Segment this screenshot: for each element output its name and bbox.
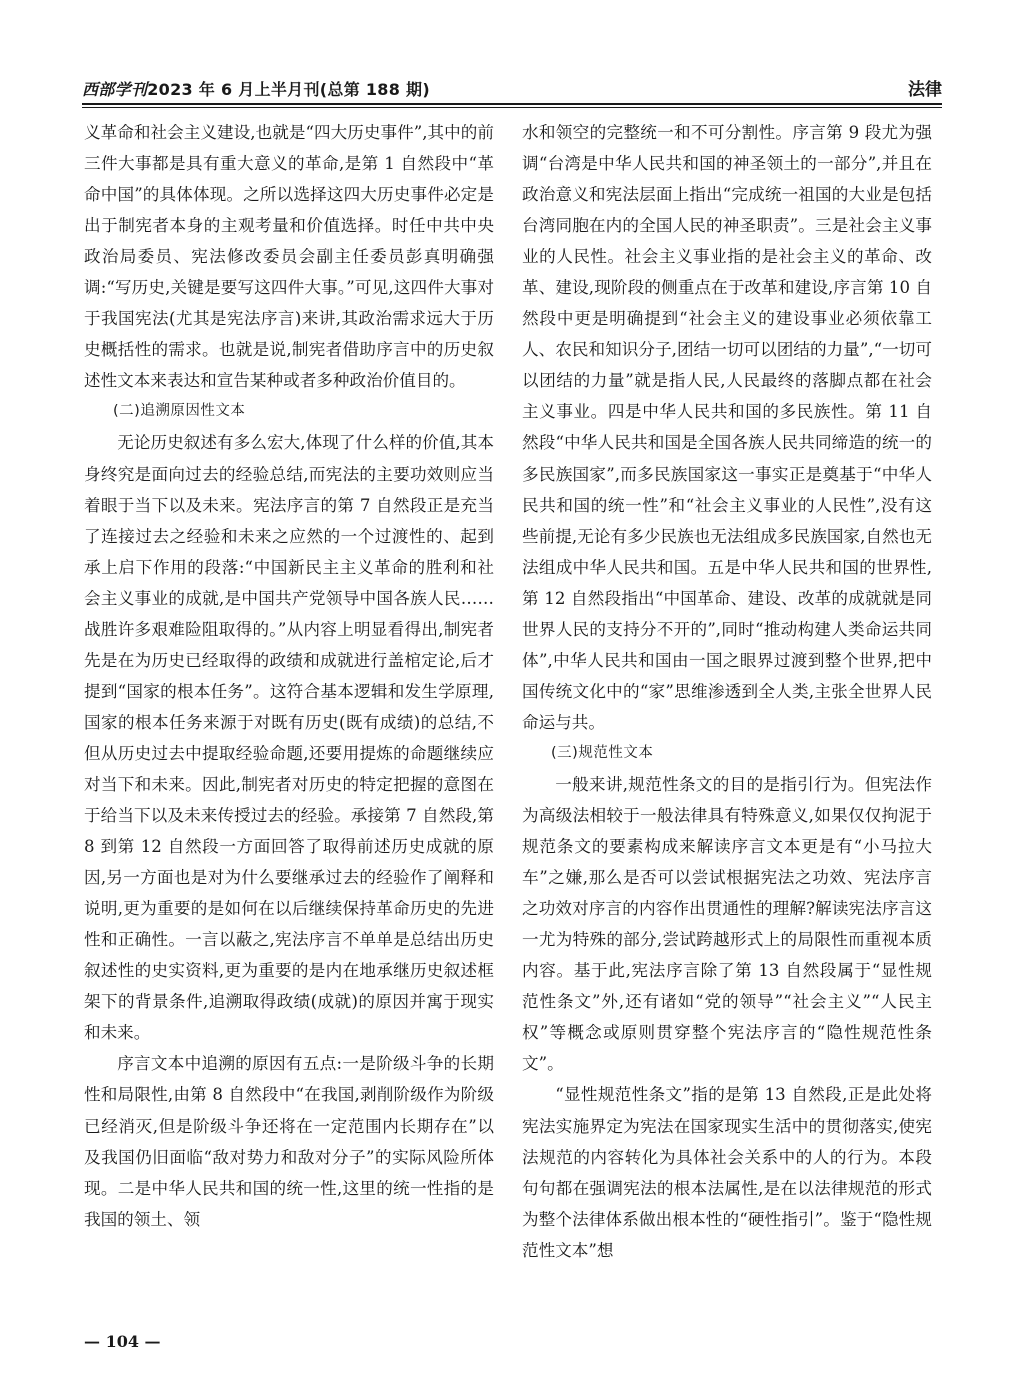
paragraph: 一般来讲,规范性条文的目的是指引行为。但宪法作为高级法相较于一般法律具有特殊意义,如果仅仅拘泥于规范条文的要素构成来解读序言文本更是有“小马拉大车”之嫌,那么是否可以尝试根据宪法之功效、宪法序言之功效对序言的内容作出贯通性的理解?解读宪法序言这一尤为特殊的部分,尝试跨越形式上的局限性而重视本质内容。基于此,宪法序言除了第 13 自然段属于“显性规范性条文”外,还有诸如“党的领导”“社会主义”“人民主权”等概念或原则贯穿整个宪法序言的“隐性规范性条文”。	[522, 774, 932, 1074]
paragraph: 序言文本中追溯的原因有五点:一是阶级斗争的长期性和局限性,由第 8 自然段中“在我国,剥削阶级作为阶级已经消灭,但是阶级斗争还将在一定范围内长期存在”以及我国仍旧面临“敌对势力和敌对分子”的实际风险所体现。二是中华人民共和国的统一性,这里的统一性指的是我国的领土、领	[84, 1054, 494, 1229]
journal-issue: 2023 年 6 月上半月刊(总第 188 期)	[147, 80, 430, 99]
header-rule	[82, 103, 942, 105]
subsection-heading: (三)规范性文本	[551, 744, 654, 761]
page-number: — 104 —	[84, 1332, 161, 1351]
paragraph-continued: 义革命和社会主义建设,也就是“四大历史事件”,其中的前三件大事都是具有重大意义的革命,是第 1 自然段中“革命中国”的具体体现。之所以选择这四大历史事件必定是出于制宪者本身的主观考量和价值选择。时任中共中央政治局委员、宪法修改委员会副主任委员彭真明确强调:“写历史,关键是要写这四件大事。”可见,这四件大事对于我国宪法(尤其是宪法序言)来讲,其政治需求远大于历史概括性的需求。也就是说,制宪者借助序言中的历史叙述性文本来表达和宣告某种或者多种政治价值目的。	[84, 123, 494, 391]
paragraph-continued: 水和领空的完整统一和不可分割性。序言第 9 段尤为强调“台湾是中华人民共和国的神圣领土的一部分”,并且在政治意义和宪法层面上指出“完成统一祖国的大业是包括台湾同胞在内的全国人民的神圣职责”。三是社会主义事业的人民性。社会主义事业指的是社会主义的革命、改革、建设,现阶段的侧重点在于改革和建设,序言第 10 自然段中更是明确提到“社会主义的建设事业必须依靠工人、农民和知识分子,团结一切可以团结的力量”,“一切可以团结的力量”就是指人民,人民最终的落脚点都在社会主义事业。四是中华人民共和国的多民族性。第 11 自然段“中华人民共和国是全国各族人民共同缔造的统一的多民族国家”,而多民族国家这一事实正是奠基于“中华人民共和国的统一性”和“社会主义事业的人民性”,没有这些前提,无论有多少民族也无法组成多民族国家,自然也无法组成中华人民共和国。五是中华人民共和国的世界性,第 12 自然段指出“中国革命、建设、改革的成就就是同世界人民的支持分不开的”,同时“推动构建人类命运共同体”,中华人民共和国由一国之眼界过渡到整个世界,把中国传统文化中的“家”思维渗透到全人类,主张全世界人民命运与共。	[522, 123, 932, 732]
header-rule-thin	[82, 107, 942, 108]
subsection-heading: (二)追溯原因性文本	[113, 403, 246, 420]
journal-logo: 西部学刊	[82, 80, 148, 99]
paragraph: “显性规范性条文”指的是第 13 自然段,正是此处将宪法实施界定为宪法在国家现实生活中的贯彻落实,使宪法规范的内容转化为具体社会关系中的人的行为。本段句句都在强调宪法的根本法属性,是在以法律规范的形式为整个法律体系做出根本性的“硬性指引”。鉴于“隐性规范性文本”想	[522, 1085, 932, 1260]
right-column	[522, 117, 932, 1266]
journal-title	[82, 77, 430, 100]
paragraph: 无论历史叙述有多么宏大,体现了什么样的价值,其本身终究是面向过去的经验总结,而宪法的主要功效则应当着眼于当下以及未来。宪法序言的第 7 自然段正是充当了连接过去之经验和未来之应然的一个过渡性的、起到承上启下作用的段落:“中国新民主主义革命的胜利和社会主义事业的成就,是中国共产党领导中国各族人民……战胜许多艰难险阻取得的。”从内容上明显看得出,制宪者先是在为历史已经取得的政绩和成就进行盖棺定论,后才提到“国家的根本任务”。这符合基本逻辑和发生学原理,国家的根本任务来源于对既有历史(既有成绩)的总结,不但从历史过去中提取经验命题,还要用提炼的命题继续应对当下和未来。因此,制宪者对历史的特定把握的意图在于给当下以及未来传授过去的经验。承接第 7 自然段,第 8 到第 12 自然段一方面回答了取得前述历史成就的原因,另一方面也是对为什么要继承过去的经验作了阐释和说明,更为重要的是如何在以后继续保持革命历史的先进性和正确性。一言以蔽之,宪法序言不单单是总结出历史叙述性的史实资料,更为重要的是内在地承继历史叙述框架下的背景条件,追溯取得政绩(成就)的原因并寓于现实和未来。	[84, 433, 494, 1043]
section-label: 法律	[908, 80, 942, 100]
running-header	[82, 70, 942, 100]
left-column	[84, 117, 494, 1235]
